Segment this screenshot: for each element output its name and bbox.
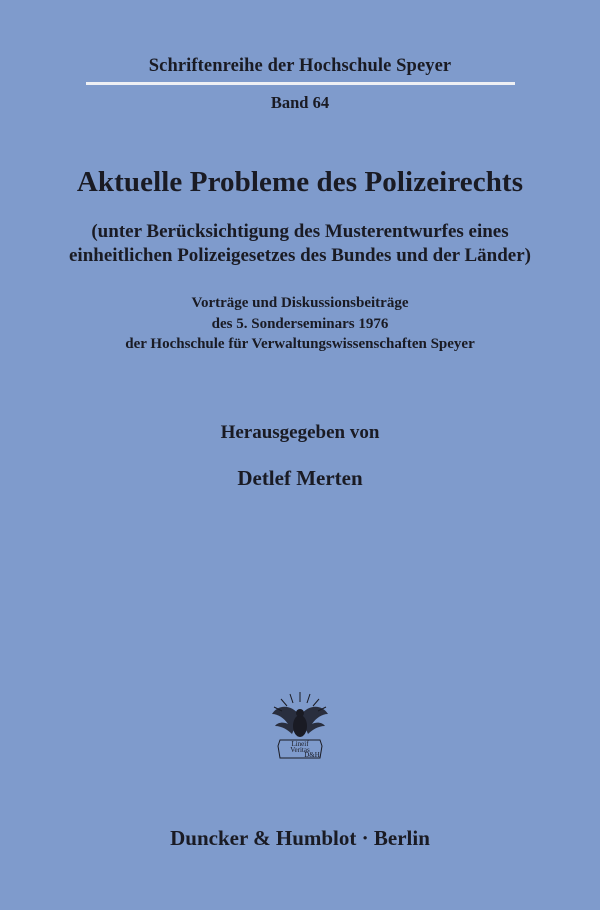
publisher-line: Duncker & Humblot · Berlin [170,826,430,850]
publisher-emblem-icon [262,690,338,766]
emblem-motto-line: Veritas [290,746,310,754]
emblem-motto-line: Lineif [291,740,309,748]
lecture-line: der Hochschule für Verwaltungswissenschaften Speyer [125,336,475,352]
lecture-line: des 5. Sonderseminars 1976 [211,315,389,332]
volume-number: Band 64 [270,93,330,112]
book-subtitle [40,220,560,268]
lecture-line: Vorträge und Diskussionsbeiträge [191,295,409,311]
divider-rule [86,82,515,85]
subtitle-line: einheitlichen Polizeigesetzes des Bundes und der Länder) [69,245,531,266]
editor-label: Herausgegeben von [220,422,380,443]
emblem-monogram: D&H [304,751,320,759]
subtitle-line: (unter Berücksichtigung des Musterentwurfes eines [91,221,509,242]
series-title: Schriftenreihe der Hochschule Speyer [148,56,452,76]
book-title: Aktuelle Probleme des Polizeirechts [76,166,524,198]
lecture-description [40,293,560,355]
editor-name: Detlef Merten [237,466,363,490]
